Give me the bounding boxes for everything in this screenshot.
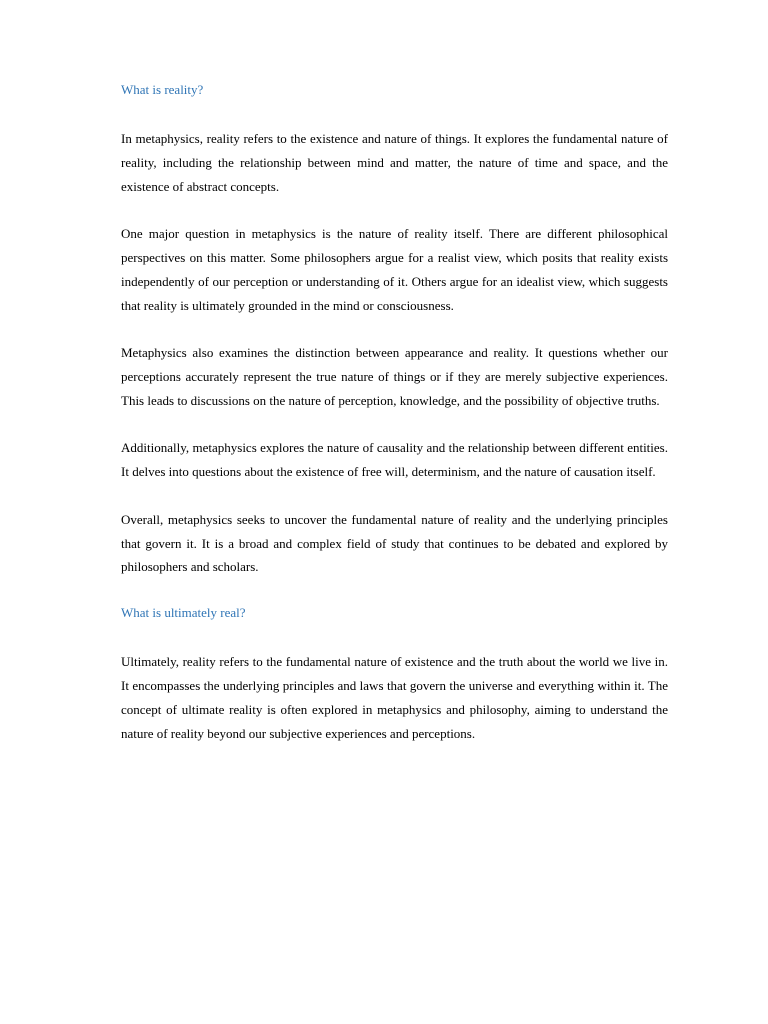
- section-heading-reality: What is reality?: [121, 82, 204, 97]
- document-page: [121, 80, 668, 745]
- paragraph-appearance-and-reality: Metaphysics also examines the distinction between appearance and reality. It questions whether our perceptions accurately represent the true nature of things or if they are merely subjective experiences. This leads to discussions on the nature of perception, knowledge, and the possibility of objective truths.: [121, 345, 668, 408]
- paragraph-ultimate-reality: Ultimately, reality refers to the fundamental nature of existence and the truth about the world we live in. It encompasses the underlying principles and laws that govern the universe and everything within it. The concept of ultimate reality is often explored in metaphysics and philosophy, aiming to understand the nature of reality beyond our subjective experiences and perceptions.: [121, 654, 668, 741]
- paragraph-reality-definition: In metaphysics, reality refers to the existence and nature of things. It explores the fundamental nature of reality, including the relationship between mind and matter, the nature of time and space, and the existence of abstract concepts.: [121, 131, 668, 194]
- paragraph-philosophical-perspectives: One major question in metaphysics is the nature of reality itself. There are different philosophical perspectives on this matter. Some philosophers argue for a realist view, which posits that reality exists independently of our perception or understanding of it. Others argue for an idealist view, which suggests that reality is ultimately grounded in the mind or consciousness.: [121, 226, 668, 313]
- paragraph-causality: Additionally, metaphysics explores the nature of causality and the relationship between different entities. It delves into questions about the existence of free will, determinism, and the nature of causation itself.: [121, 440, 668, 480]
- section-heading-ultimately-real: What is ultimately real?: [121, 605, 246, 621]
- paragraph-overall-summary: Overall, metaphysics seeks to uncover the fundamental nature of reality and the underlying principles that govern it. It is a broad and complex field of study that continues to be debated and explored by philosophers and scholars.: [121, 511, 668, 575]
